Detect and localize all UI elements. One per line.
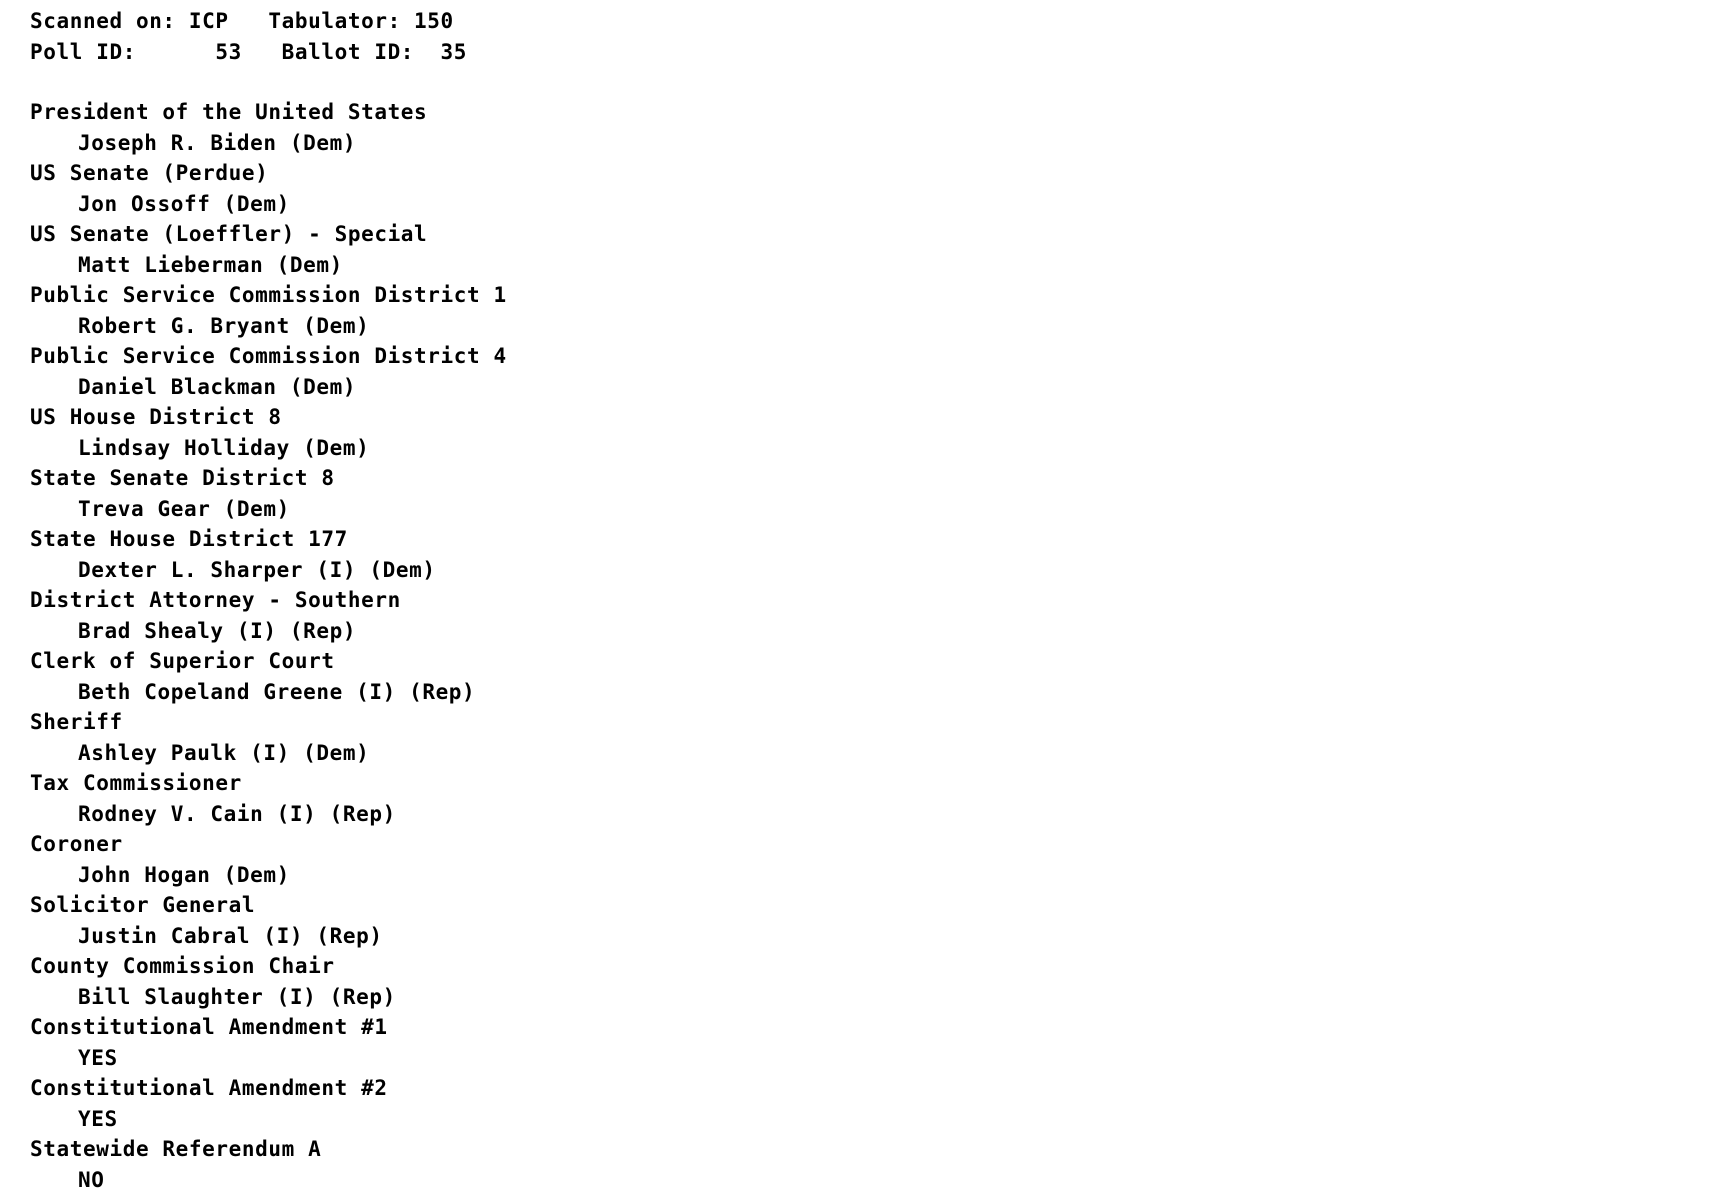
contest-choice: Dexter L. Sharper (I) (Dem) [30,555,1728,586]
contest-title: Constitutional Amendment #2 [30,1073,1728,1104]
scan-header [30,6,1728,67]
contest-choice: Jon Ossoff (Dem) [30,189,1728,220]
contest-title: State House District 177 [30,524,1728,555]
contest-title: US House District 8 [30,402,1728,433]
contest-choice: NO [30,1165,1728,1195]
contest-title: County Commission Chair [30,951,1728,982]
contest-choice: Justin Cabral (I) (Rep) [30,921,1728,952]
contest-choice: YES [30,1104,1728,1135]
contest-title: Statewide Referendum A [30,1134,1728,1165]
contest-choice: Daniel Blackman (Dem) [30,372,1728,403]
contest-title: Clerk of Superior Court [30,646,1728,677]
contest-choice: Matt Lieberman (Dem) [30,250,1728,281]
contest-title: Tax Commissioner [30,768,1728,799]
contest-title: US Senate (Loeffler) - Special [30,219,1728,250]
contest-choice: Joseph R. Biden (Dem) [30,128,1728,159]
contest-choice: YES [30,1043,1728,1074]
contest-choice: Rodney V. Cain (I) (Rep) [30,799,1728,830]
contest-title: Solicitor General [30,890,1728,921]
contest-choice: Bill Slaughter (I) (Rep) [30,982,1728,1013]
contest-choice: Treva Gear (Dem) [30,494,1728,525]
contest-title: State Senate District 8 [30,463,1728,494]
contest-choice: Lindsay Holliday (Dem) [30,433,1728,464]
contest-choice: Robert G. Bryant (Dem) [30,311,1728,342]
contest-title: Coroner [30,829,1728,860]
scan-header-line-1: Scanned on: ICP Tabulator: 150 [30,6,1728,37]
contest-title: Public Service Commission District 1 [30,280,1728,311]
contest-choice: John Hogan (Dem) [30,860,1728,891]
contest-choice: Brad Shealy (I) (Rep) [30,616,1728,647]
contest-title: Sheriff [30,707,1728,738]
contest-title: President of the United States [30,97,1728,128]
contest-title: Public Service Commission District 4 [30,341,1728,372]
contest-title: District Attorney - Southern [30,585,1728,616]
contest-choice: Ashley Paulk (I) (Dem) [30,738,1728,769]
contest-list [30,97,1728,1195]
contest-title: Constitutional Amendment #1 [30,1012,1728,1043]
contest-choice: Beth Copeland Greene (I) (Rep) [30,677,1728,708]
contest-title: US Senate (Perdue) [30,158,1728,189]
scan-header-line-2: Poll ID: 53 Ballot ID: 35 [30,37,1728,68]
